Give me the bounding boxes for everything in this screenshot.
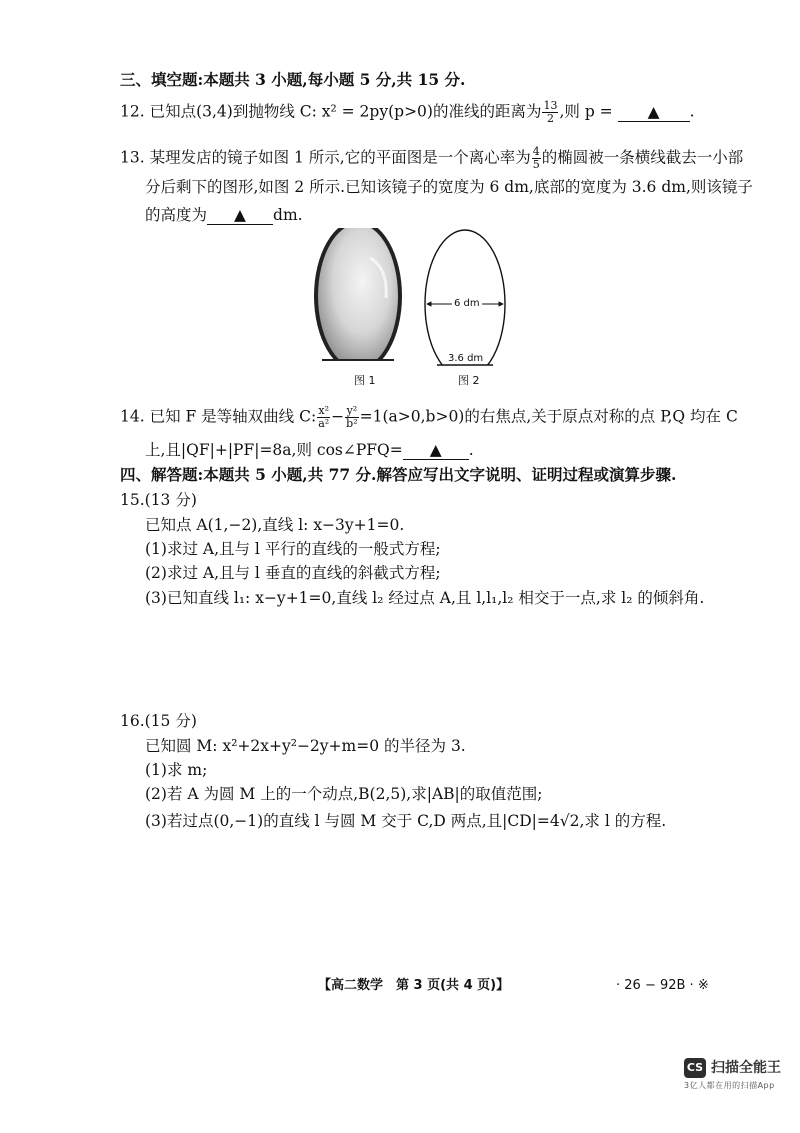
- question-15-part1: (1)求过 A,且与 l 平行的直线的一般式方程;: [145, 540, 441, 558]
- camscanner-logo-icon: CS: [684, 1058, 706, 1078]
- question-16-header: 16.(15 分): [120, 712, 197, 730]
- question-16-part2: (2)若 A 为圆 M 上的一个动点,B(2,5),求|AB|的取值范围;: [145, 785, 543, 803]
- q13-fraction: $\frac{4}{5}$: [532, 145, 540, 171]
- question-13-line2: 分后剩下的图形,如图 2 所示.已知该镜子的宽度为 6 dm,底部的宽度为 3.6 dm,则该镜子: [145, 178, 753, 196]
- paper-code: · 26 − 92B · ※: [616, 978, 709, 993]
- question-16-given: 已知圆 M: x²+2x+y²−2y+m=0 的半径为 3.: [145, 737, 466, 755]
- q12-answer-blank: ▲: [618, 103, 690, 122]
- question-15-part2: (2)求过 A,且与 l 垂直的直线的斜截式方程;: [145, 564, 441, 582]
- q13-answer-blank: ▲: [207, 206, 273, 225]
- question-15-given: 已知点 A(1,−2),直线 l: x−3y+1=0.: [145, 516, 405, 534]
- question-16-part1: (1)求 m;: [145, 761, 208, 779]
- watermark-tagline: 3亿人都在用的扫描App: [684, 1081, 775, 1090]
- page-footer: 【高二数学 第 3 页(共 4 页)】: [318, 978, 510, 993]
- bottom-width-label: 3.6 dm: [448, 353, 484, 364]
- question-13-line1: 13. 某理发店的镜子如图 1 所示,它的平面图是一个离心率为 $\frac{4}{5}$ 的椭圆被一条横线截去一小部: [120, 145, 744, 171]
- question-15-header: 15.(13 分): [120, 491, 197, 509]
- question-14-line1: 14. 已知 F 是等轴双曲线 C: $\frac{\text{x²}}{\text{a²}}$ − $\frac{\text{y²}}{\text{b²}}$ =1(a>0,b>0)的右焦点,关于原点对称的点 P,Q 均在 C: [120, 404, 738, 430]
- watermark-app-name: 扫描全能王: [711, 1060, 781, 1076]
- mirror-photo-figure: [300, 228, 420, 372]
- section3-heading: 三、填空题:本题共 3 小题,每小题 5 分,共 15 分.: [120, 70, 466, 89]
- question-16-part3: (3)若过点(0,−1)的直线 l 与圆 M 交于 C,D 两点,且|CD|=4√2,求 l 的方程.: [145, 812, 667, 830]
- q12-fraction: $\frac{13}{2}$: [543, 99, 558, 125]
- question-13-line3: 的高度为 ▲ dm.: [145, 206, 303, 224]
- width-dimension-label: 6 dm: [454, 298, 480, 309]
- q12-text: 12. 已知点(3,4)到抛物线 C: x² = 2py(p>0)的准线的距离为: [120, 102, 542, 121]
- q14-answer-blank: ▲: [403, 441, 469, 460]
- figure-2-caption: 图 2: [458, 374, 480, 387]
- section4-heading: 四、解答题:本题共 5 小题,共 77 分.解答应写出文字说明、证明过程或演算步骤.: [120, 465, 677, 484]
- q14-fraction-x: $\frac{\text{x²}}{\text{a²}}$: [318, 404, 330, 430]
- q14-fraction-y: $\frac{\text{y²}}{\text{b²}}$: [346, 404, 358, 430]
- figure-1-caption: 图 1: [354, 374, 376, 387]
- question-12: 12. 已知点(3,4)到抛物线 C: x² = 2py(p>0)的准线的距离为 $\frac{13}{2}$ ,则 p = ▲ .: [120, 99, 695, 125]
- question-14-line2: 上,且|QF|+|PF|=8a,则 cos∠PFQ= ▲ .: [145, 441, 474, 459]
- question-15-part3: (3)已知直线 l₁: x−y+1=0,直线 l₂ 经过点 A,且 l,l₁,l₂ 相交于一点,求 l₂ 的倾斜角.: [145, 589, 705, 607]
